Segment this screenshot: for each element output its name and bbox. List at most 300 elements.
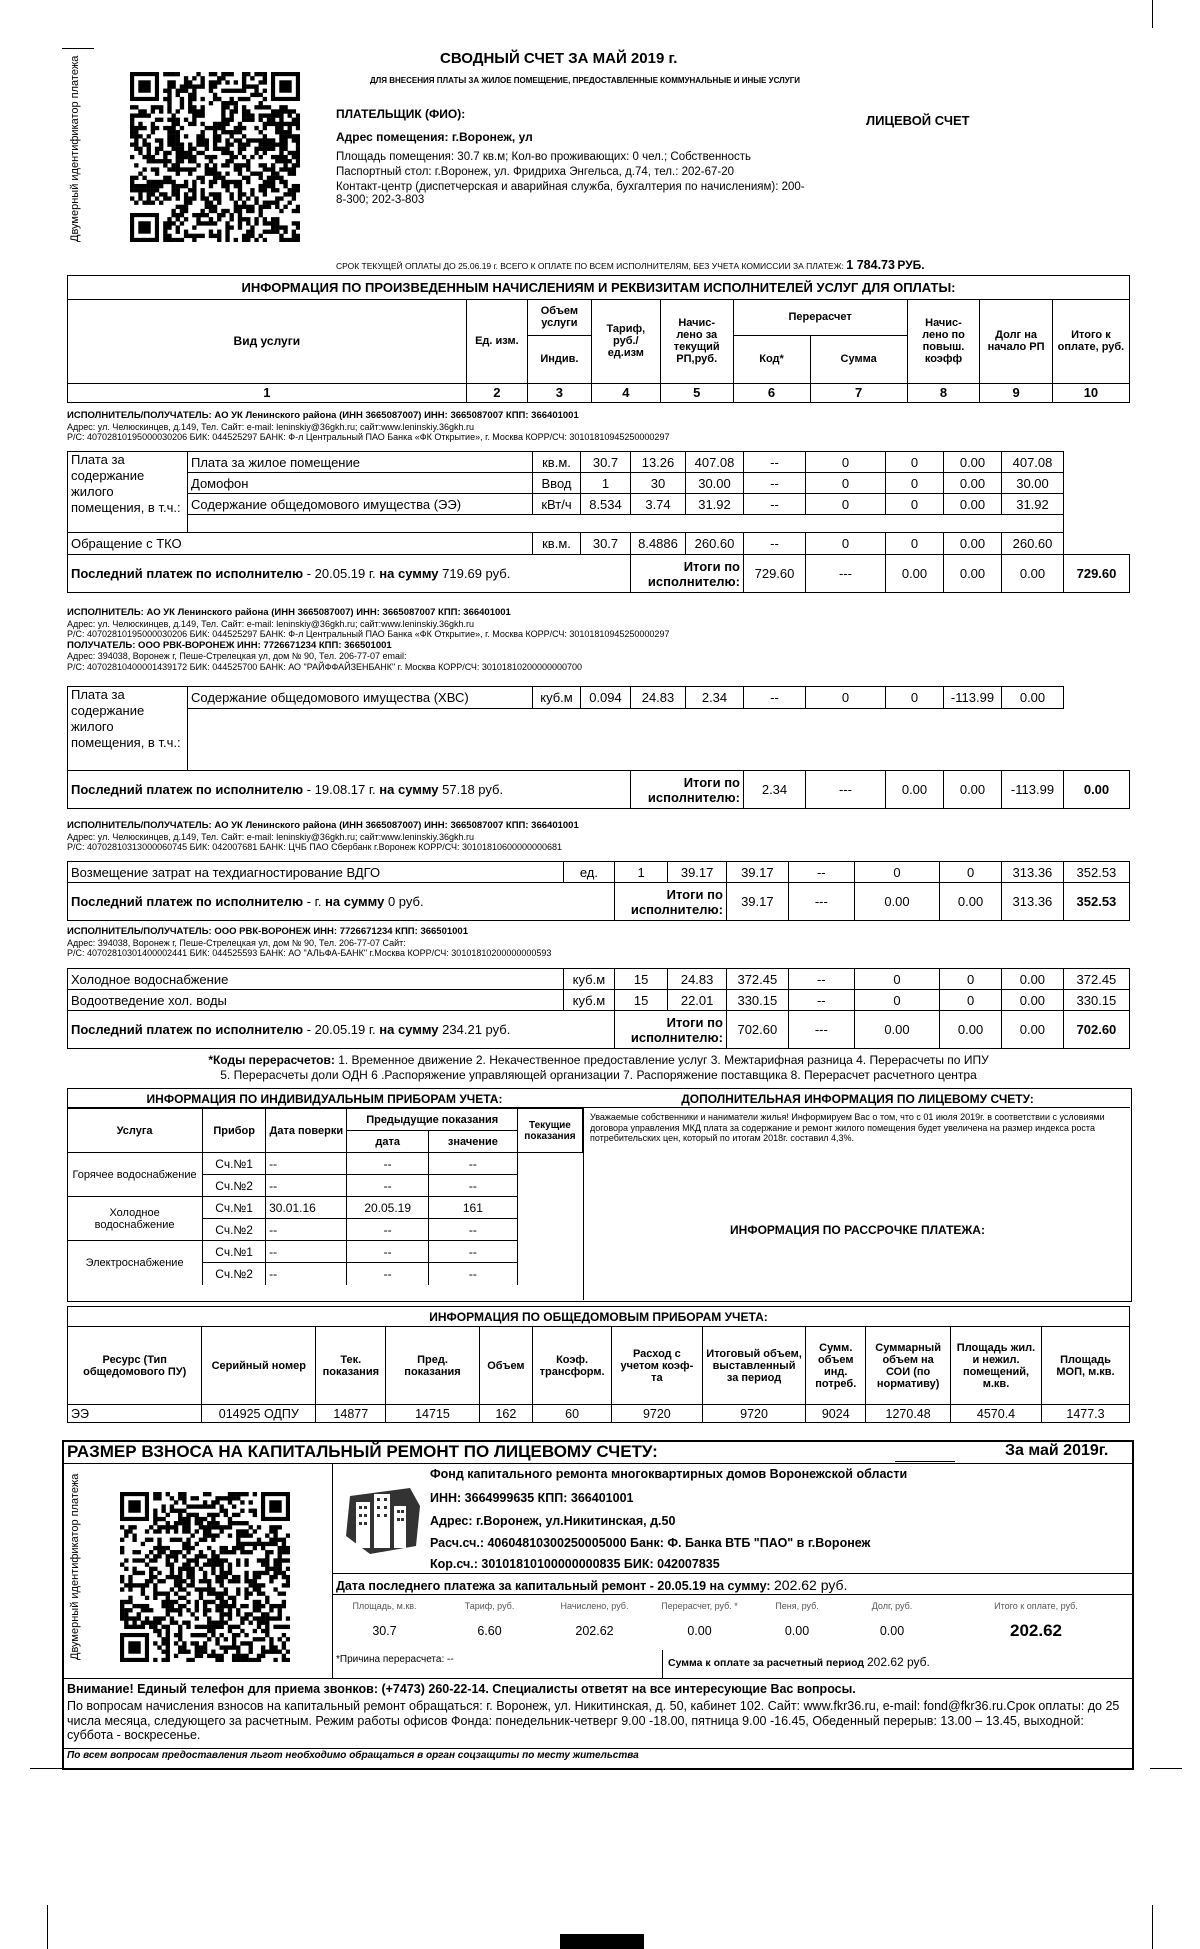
last-payment-label: Последний платеж по исполнителю xyxy=(71,894,304,909)
ipu-check-date: -- xyxy=(266,1153,347,1175)
volume: 30.7 xyxy=(581,452,631,473)
capital-title: РАЗМЕР ВЗНОСА НА КАПИТАЛЬНЫЙ РЕМОНТ ПО ЛИЦЕВОМУ СЧЕТУ: xyxy=(67,1442,658,1461)
recalc-code: --- xyxy=(788,883,854,921)
total: 0.00 xyxy=(1064,771,1130,809)
ipu-device: Сч.№1 xyxy=(203,1197,266,1219)
odpu-cell: 60 xyxy=(533,1405,612,1423)
divider xyxy=(62,1748,1132,1749)
crop-mark xyxy=(560,1934,644,1949)
divider xyxy=(332,1463,333,1678)
last-payment-date: - 19.08.17 г. xyxy=(303,782,380,797)
recalc-sum: 0.00 xyxy=(854,883,939,921)
increase: 0 xyxy=(886,687,944,709)
recalc-sum: 0 xyxy=(854,969,939,990)
last-payment-sum: 719.69 руб. xyxy=(438,566,511,581)
crop-mark xyxy=(1152,1905,1153,1949)
col-code: Код* xyxy=(733,335,810,383)
recalc-codes-label: *Коды перерасчетов: xyxy=(208,1053,335,1067)
last-payment-sum-label: на сумму xyxy=(379,566,439,581)
col-debt: Долг на начало РП xyxy=(980,299,1053,383)
ipu-service: Холодное водоснабжение xyxy=(67,1197,203,1241)
side-label: Двумерный идентификатор платежа xyxy=(69,55,81,242)
ipu-prev-value: -- xyxy=(428,1153,517,1175)
charged: 39.17 xyxy=(726,862,788,883)
capital-col: Пеня, руб. xyxy=(775,1601,819,1611)
col-volume: Объем услуги xyxy=(528,299,592,335)
footer-attention: Внимание! Единый телефон для приема звонков: (+7473) 260-22-14. Специалисты ответят на все интересующие Вас вопросы. xyxy=(67,1682,856,1696)
last-payment-sum-label: на сумму xyxy=(379,1022,439,1037)
recipient-name: ПОЛУЧАТЕЛЬ: ООО РВК-ВОРОНЕЖ ИНН: 7726671234 КПП: 366501001 xyxy=(67,639,392,651)
charged: 2.34 xyxy=(686,687,744,709)
executor-address: Адрес: ул. Челюскинцев, д.149, Тел. Сайт: e-mail: leninskiy@36gkh.ru; сайт:www.leninskiy.36gkh.ru xyxy=(67,421,474,432)
executor-address: Адрес: ул. Челюскинцев, д.149, Тел. Сайт: e-mail: leninskiy@36gkh.ru; сайт:www.leninskiy.36gkh.ru xyxy=(67,618,474,629)
service-name: Водоотведение хол. воды xyxy=(68,990,564,1011)
recalc-sum: 0 xyxy=(806,533,886,555)
recalc-sum: 0 xyxy=(806,687,886,709)
payer-label: ПЛАТЕЛЬЩИК (ФИО): xyxy=(336,107,466,121)
charges-table xyxy=(67,861,1130,921)
group-label: Плата за содержание жилого помещения, в т.ч.: xyxy=(68,687,188,771)
fund-account: Расч.сч.: 40604810300250005000 Банк: Ф. Банка ВТБ "ПАО" в г.Воронеж xyxy=(430,1536,871,1550)
ipu-prev-value: -- xyxy=(428,1241,517,1263)
increase: 0 xyxy=(940,969,1002,990)
odpu-col: Тек. показания xyxy=(316,1327,386,1405)
crop-mark xyxy=(62,48,94,49)
totals-label: Итоги по исполнителю: xyxy=(631,555,744,593)
tariff: 8.4886 xyxy=(631,533,686,555)
last-payment-sum-label: на сумму xyxy=(325,894,385,909)
debt: 0.00 xyxy=(1002,555,1064,593)
total: 352.53 xyxy=(1063,862,1129,883)
odpu-col: Пред. показания xyxy=(386,1327,479,1405)
col-service: Вид услуги xyxy=(68,299,467,383)
total: 30.00 xyxy=(1002,473,1064,494)
extra-title: ДОПОЛНИТЕЛЬНАЯ ИНФОРМАЦИЯ ПО ЛИЦЕВОМУ СЧЕТУ: xyxy=(681,1092,1034,1106)
charged: 407.08 xyxy=(686,452,744,473)
ipu-col-date: Дата поверки xyxy=(266,1109,347,1153)
odpu-col: Коэф. трансформ. xyxy=(533,1327,612,1405)
increase: 0 xyxy=(940,990,1002,1011)
debt: 0.00 xyxy=(1001,1011,1063,1049)
col-num: 10 xyxy=(1052,383,1129,402)
volume: 1 xyxy=(614,862,667,883)
debt: -113.99 xyxy=(1002,771,1064,809)
total: 729.60 xyxy=(1064,555,1130,593)
last-payment xyxy=(68,771,631,809)
debt: 313.36 xyxy=(1001,862,1063,883)
tariff: 39.17 xyxy=(668,862,727,883)
footer-benefits: По всем вопросам предоставления льгот необходимо обращаться в орган соцзащиты по месту жительства xyxy=(67,1750,639,1761)
recalc-codes-line1: 1. Временное движение 2. Некачественное предоставление услуг 3. Межтарифная разница 4. Перерасчеты по ИПУ xyxy=(334,1053,989,1067)
recalc-code: --- xyxy=(806,555,886,593)
total: 260.60 xyxy=(1002,533,1064,555)
last-payment xyxy=(68,555,631,593)
executor-name: ИСПОЛНИТЕЛЬ/ПОЛУЧАТЕЛЬ: АО УК Ленинского района (ИНН 3665087007) ИНН: 3665087007 КПП: 366401001 xyxy=(67,820,579,831)
ipu-service: Электроснабжение xyxy=(67,1241,203,1285)
executor-info xyxy=(67,926,1130,959)
fund-logo-icon xyxy=(340,1476,424,1560)
odpu-cell: 9024 xyxy=(806,1405,866,1423)
total: 352.53 xyxy=(1063,883,1129,921)
totals-label: Итоги по исполнителю: xyxy=(614,883,726,921)
last-payment-sum: 234.21 руб. xyxy=(438,1022,511,1037)
capital-table xyxy=(332,1594,1130,1644)
debt: 0.00 xyxy=(944,452,1002,473)
tariff: 24.83 xyxy=(668,969,727,990)
ipu-prev-value: -- xyxy=(428,1175,517,1197)
executor-bank: Р/С: 40702810301400002441 БИК: 044525593 БАНК: АО "АЛЬФА-БАНК" г.Москва КОРР/СЧ: 30101810200000000593 xyxy=(67,948,552,958)
col-total: Итого к оплате, руб. xyxy=(1052,299,1129,383)
executor-address: Адрес: ул. Челюскинцев, д.149, Тел. Сайт: e-mail: leninskiy@36gkh.ru; сайт:www.leninskiy.36gkh.ru xyxy=(67,831,474,842)
increase: 0.00 xyxy=(944,555,1002,593)
capital-last-payment xyxy=(336,1577,847,1593)
ipu-prev-date: -- xyxy=(347,1153,428,1175)
total: 330.15 xyxy=(1063,990,1129,1011)
capital-col: Долг, руб. xyxy=(871,1601,913,1611)
increase: 0 xyxy=(886,494,944,515)
last-payment-sum-label: на сумму xyxy=(379,782,439,797)
odpu-cell: 14715 xyxy=(386,1405,479,1423)
odpu-col: Площадь МОП, м.кв. xyxy=(1042,1327,1130,1405)
ipu-check-date: 30.01.16 xyxy=(266,1197,347,1219)
col-indiv: Индив. xyxy=(528,335,592,383)
recalc-sum: 0 xyxy=(806,452,886,473)
executor-name: ИСПОЛНИТЕЛЬ: АО УК Ленинского района (ИНН 3665087007) ИНН: 3665087007 КПП: 366401001 xyxy=(67,607,511,618)
recalc-codes xyxy=(67,1053,1130,1083)
charges-table xyxy=(67,686,1130,809)
executor-bank: Р/С: 40702810195000030206 БИК: 044525297 БАНК: Ф-л Центральный ПАО Банка «ФК Открытие», г. Москва КОРР/СЧ: 30101810945250000297 xyxy=(67,432,670,442)
last-payment-date: - 20.05.19 г. xyxy=(303,566,380,581)
last-payment-text: Дата последнего платежа за капитальный ремонт - 20.05.19 на сумму: xyxy=(336,1579,771,1593)
debt: 313.36 xyxy=(1001,883,1063,921)
recalc-sum: 0.00 xyxy=(886,771,944,809)
ipu-device: Сч.№1 xyxy=(203,1153,266,1175)
odpu-col: Площадь жил. и нежил. помещений, м.кв. xyxy=(951,1327,1042,1405)
total: 0.00 xyxy=(1002,687,1064,709)
col-tariff: Тариф, руб./ ед.изм xyxy=(591,299,660,383)
charges-table xyxy=(67,451,1130,593)
fund-name: Фонд капитального ремонта многоквартирных домов Воронежской области xyxy=(430,1467,908,1481)
group-label: Плата за содержание жилого помещения, в т.ч.: xyxy=(68,452,188,533)
charged: 372.45 xyxy=(726,969,788,990)
due-currency: РУБ. xyxy=(897,258,925,272)
charged: 31.92 xyxy=(686,494,744,515)
capital-col: Начислено, руб. xyxy=(560,1601,629,1611)
crop-mark xyxy=(47,1905,48,1949)
unit: куб.м xyxy=(533,687,581,709)
executor-address: Адрес: 394038, Воронеж г, Пеше-Стрелецкая ул, дом № 90, Тел. 206-77-07 Сайт: xyxy=(67,937,406,948)
col-num: 9 xyxy=(980,383,1053,402)
side-label: Двумерный идентификатор платежа xyxy=(69,1473,81,1660)
odpu-col: Итоговый объем, выставленный за период xyxy=(702,1327,805,1405)
unit: куб.м xyxy=(563,969,614,990)
ipu-col-device: Прибор xyxy=(203,1109,266,1153)
total: 407.08 xyxy=(1002,452,1064,473)
odpu-cell: ЭЭ xyxy=(68,1405,202,1423)
debt: 0.00 xyxy=(944,494,1002,515)
recalc-code: -- xyxy=(788,862,854,883)
ipu-check-date: -- xyxy=(266,1175,347,1197)
service-name: Плата за жилое помещение xyxy=(188,452,533,473)
totals-label: Итоги по исполнителю: xyxy=(631,771,744,809)
col-num: 2 xyxy=(466,383,527,402)
increase: 0.00 xyxy=(940,1011,1002,1049)
recalc-code: -- xyxy=(744,494,806,515)
capital-col: Тариф, руб. xyxy=(464,1601,515,1611)
volume: 8.534 xyxy=(581,494,631,515)
odpu-cell: 9720 xyxy=(611,1405,702,1423)
debt: 0.00 xyxy=(944,533,1002,555)
recalc-code: -- xyxy=(744,473,806,494)
bill-title: СВОДНЫЙ СЧЕТ ЗА МАЙ 2019 г. xyxy=(440,50,678,67)
unit: кв.м. xyxy=(533,533,581,555)
debt: 0.00 xyxy=(1001,969,1063,990)
ipu-prev-value: -- xyxy=(428,1263,517,1285)
due-text: СРОК ТЕКУЩЕЙ ОПЛАТЫ ДО 25.06.19 г. ВСЕГО К ОПЛАТЕ ПО ВСЕМ ИСПОЛНИТЕЛЯМ, БЕЗ УЧЕТА КОМИССИИ ЗА ПЛАТЕЖ: xyxy=(336,261,844,271)
charged: 2.34 xyxy=(744,771,806,809)
recalc-code: -- xyxy=(744,452,806,473)
col-num: 1 xyxy=(68,383,467,402)
col-num: 8 xyxy=(907,383,980,402)
crop-mark xyxy=(1150,1768,1182,1769)
tariff: 13.26 xyxy=(631,452,686,473)
divider xyxy=(583,1107,584,1300)
charged: 39.17 xyxy=(726,883,788,921)
capital-value: 30.7 xyxy=(372,1624,397,1638)
recalc-sum: 0.00 xyxy=(886,555,944,593)
capital-value: 202.62 xyxy=(575,1624,614,1638)
contact-line: Контакт-центр (диспетчерская и аварийная служба, бухгалтерия по начислениям): 200-8-300; 202-3-803 xyxy=(336,181,805,206)
odpu-cell: 162 xyxy=(479,1405,533,1423)
charges-title: ИНФОРМАЦИЯ ПО ПРОИЗВЕДЕННЫМ НАЧИСЛЕНИЯМ И РЕКВИЗИТАМ ИСПОЛНИТЕЛЕЙ УСЛУГ ДЛЯ ОПЛАТЫ: xyxy=(68,276,1130,300)
tariff: 24.83 xyxy=(631,687,686,709)
qr-code-icon xyxy=(130,72,300,242)
col-increase: Начис- лено по повыш. коэфф xyxy=(907,299,980,383)
col-num: 3 xyxy=(528,383,592,402)
executor-bank: Р/С: 40702810313000060745 БИК: 042007681 БАНК: ЦЧБ ПАО Сбербанк г.Воронеж КОРР/СЧ: 30101810600000000681 xyxy=(67,842,563,852)
executor-info xyxy=(67,607,1130,672)
ipu-check-date: -- xyxy=(266,1263,347,1285)
capital-col: Итого к оплате, руб. xyxy=(994,1601,1078,1611)
unit: куб.м xyxy=(563,990,614,1011)
increase: 0.00 xyxy=(944,771,1002,809)
capital-col: Перерасчет, руб. * xyxy=(661,1601,738,1611)
address-line: Адрес помещения: г.Воронеж, ул xyxy=(336,130,533,144)
service-name: Домофон xyxy=(188,473,533,494)
capital-value: 0.00 xyxy=(879,1624,905,1638)
extra-text: Уважаемые собственники и наниматели жилья! Информируем Вас о том, что с 01 июля 2019г. в соответствии с условиями договора управления МКД плата за содержание и ремонт жилого помещения будет увеличена на размер индекса роста потребительских цен, который по итогам 2018г. составил 4,3%. xyxy=(590,1112,1105,1143)
ipu-col-prev-value: значение xyxy=(428,1131,517,1153)
recalc-code: -- xyxy=(744,687,806,709)
recalc-sum: 0 xyxy=(806,473,886,494)
service-name: Содержание общедомового имущества (ХВС) xyxy=(188,687,533,709)
last-payment-label: Последний платеж по исполнителю xyxy=(71,782,304,797)
ipu-prev-date: -- xyxy=(347,1175,428,1197)
ipu-prev-date: -- xyxy=(347,1241,428,1263)
last-payment-sum: 202.62 руб. xyxy=(774,1577,848,1593)
last-payment-label: Последний платеж по исполнителю xyxy=(71,1022,304,1037)
last-payment-date: - г. xyxy=(303,894,326,909)
recalc-code: -- xyxy=(788,969,854,990)
ipu-prev-value: -- xyxy=(428,1219,517,1241)
unit: Ввод xyxy=(533,473,581,494)
ipu-device: Сч.№2 xyxy=(203,1175,266,1197)
recipient-bank: Р/С: 40702810400001439172 БИК: 044525700 БАНК: АО "РАЙФФАЙЗЕНБАНК" г. Москва КОРР/СЧ: 30101810200000000700 xyxy=(67,661,583,672)
unit: ед. xyxy=(563,862,614,883)
increase: 0 xyxy=(940,862,1002,883)
capital-reason: *Причина перерасчета: -- xyxy=(336,1654,454,1665)
tariff: 30 xyxy=(631,473,686,494)
increase: 0.00 xyxy=(940,883,1002,921)
installment-title: ИНФОРМАЦИЯ ПО РАССРОЧКЕ ПЛАТЕЖА: xyxy=(730,1223,985,1237)
ipu-device: Сч.№1 xyxy=(203,1241,266,1263)
area-line: Площадь помещения: 30.7 кв.м; Кол-во проживающих: 0 чел.; Собственность xyxy=(336,151,752,163)
ipu-prev-value: 161 xyxy=(428,1197,517,1219)
odpu-col: Расход с учетом коэф-та xyxy=(611,1327,702,1405)
ipu-col-prev-date: дата xyxy=(347,1131,428,1153)
volume: 0.094 xyxy=(581,687,631,709)
divider xyxy=(662,1650,663,1678)
charged: 30.00 xyxy=(686,473,744,494)
last-payment xyxy=(68,883,615,921)
capital-sum-label: Сумма к оплате за расчетный период xyxy=(668,1657,865,1669)
crop-mark xyxy=(1152,0,1153,28)
recalc-code: -- xyxy=(788,990,854,1011)
increase: 0 xyxy=(886,533,944,555)
ipu-col-prev: Предыдущие показания xyxy=(347,1109,517,1131)
due-amount: 1 784.73 xyxy=(846,258,895,272)
recalc-sum: 0 xyxy=(806,494,886,515)
odpu-col: Серийный номер xyxy=(202,1327,316,1405)
charges-table xyxy=(67,968,1130,1049)
executor-name: ИСПОЛНИТЕЛЬ/ПОЛУЧАТЕЛЬ: АО УК Ленинского района (ИНН 3665087007) ИНН: 3665087007 КПП: 366401001 xyxy=(67,410,579,421)
divider xyxy=(62,1678,1132,1679)
divider xyxy=(332,1594,1132,1595)
odpu-col: Ресурс (Тип общедомового ПУ) xyxy=(68,1327,202,1405)
ipu-table xyxy=(67,1108,583,1285)
last-payment-label: Последний платеж по исполнителю xyxy=(71,566,304,581)
recalc-code: --- xyxy=(806,771,886,809)
charged: 330.15 xyxy=(726,990,788,1011)
ipu-check-date: -- xyxy=(266,1241,347,1263)
col-recalc: Перерасчет xyxy=(733,299,907,335)
divider xyxy=(332,1573,1132,1574)
debt: 0.00 xyxy=(1001,990,1063,1011)
recalc-codes-line2: 5. Перерасчеты доли ОДН 6 .Распоряжение управляющей организации 7. Распоряжение поставщика 8. Перерасчет расчетного центра xyxy=(220,1068,977,1082)
executor-info xyxy=(67,820,1130,853)
col-num: 7 xyxy=(810,383,907,402)
odpu-title: ИНФОРМАЦИЯ ПО ОБЩЕДОМОВЫМ ПРИБОРАМ УЧЕТА: xyxy=(68,1307,1130,1327)
odpu-cell: 1477.3 xyxy=(1042,1405,1130,1423)
unit: кв.м. xyxy=(533,452,581,473)
service-name: Содержание общедомового имущества (ЭЭ) xyxy=(188,494,533,515)
footer-text: По вопросам начисления взносов на капитальный ремонт обращаться: г. Воронеж, ул. Никитинская, д. 50, кабинет 102. Сайт: www.fkr36.ru, e-mail: fond@fkr36.ru.Срок оплаты: до 25 числа месяца, следующего за расчетным. Режим работы офисов Фонда: понедельник-четверг 9.00 -18.00, пятница 9.00 -16.45, Обеденный перерыв: 13.00 – 13.45, выходной: суббота - воскресенье. xyxy=(67,1699,1120,1742)
volume: 30.7 xyxy=(581,533,631,555)
capital-total: 202.62 xyxy=(1010,1621,1062,1640)
recalc-sum: 0.00 xyxy=(854,1011,939,1049)
ipu-title: ИНФОРМАЦИЯ ПО ИНДИВИДУАЛЬНЫМ ПРИБОРАМ УЧЕТА: xyxy=(146,1092,503,1106)
divider xyxy=(62,1463,1132,1464)
capital-value: 0.00 xyxy=(687,1624,712,1638)
passport-line: Паспортный стол: г.Воронеж, ул. Фридриха Энгельса, д.74, тел.: 202-67-20 xyxy=(336,166,735,178)
debt: 0.00 xyxy=(944,473,1002,494)
executor-name: ИСПОЛНИТЕЛЬ/ПОЛУЧАТЕЛЬ: ООО РВК-ВОРОНЕЖ ИНН: 7726671234 КПП: 366501001 xyxy=(67,926,468,937)
ipu-device: Сч.№2 xyxy=(203,1263,266,1285)
recalc-code: -- xyxy=(744,533,806,555)
charges-header-table xyxy=(67,275,1130,403)
capital-col: Площадь, м.кв. xyxy=(352,1601,417,1611)
odpu-cell: 4570.4 xyxy=(951,1405,1042,1423)
service-name: Возмещение затрат на техдиагностирование ВДГО xyxy=(68,862,564,883)
recalc-sum: 0 xyxy=(854,862,939,883)
ipu-device: Сч.№2 xyxy=(203,1219,266,1241)
service-name: Обращение с ТКО xyxy=(68,533,533,555)
col-num: 4 xyxy=(591,383,660,402)
ipu-check-date: -- xyxy=(266,1219,347,1241)
bill-subtitle: ДЛЯ ВНЕСЕНИЯ ПЛАТЫ ЗА ЖИЛОЕ ПОМЕЩЕНИЕ, ПРЕДОСТАВЛЕННЫЕ КОММУНАЛЬНЫЕ И ИНЫЕ УСЛУГИ xyxy=(369,76,801,85)
odpu-col: Объем xyxy=(479,1327,533,1405)
capital-sum-value: 202.62 руб. xyxy=(866,1655,930,1669)
capital-period: За май 2019г. xyxy=(1005,1442,1109,1459)
totals-label: Итоги по исполнителю: xyxy=(614,1011,726,1049)
service-name: Холодное водоснабжение xyxy=(68,969,564,990)
ipu-prev-date: -- xyxy=(347,1219,428,1241)
last-payment-date: - 20.05.19 г. xyxy=(303,1022,380,1037)
fund-corr: Кор.сч.: 30101810100000000835 БИК: 042007835 xyxy=(430,1557,720,1571)
col-charged: Начис- лено за текущий РП,руб. xyxy=(660,299,733,383)
last-payment-sum: 0 руб. xyxy=(384,894,424,909)
recalc-code: --- xyxy=(788,1011,854,1049)
charged: 729.60 xyxy=(744,555,806,593)
odpu-cell: 014925 ОДПУ xyxy=(202,1405,316,1423)
odpu-cell: 1270.48 xyxy=(866,1405,951,1423)
last-payment-sum: 57.18 руб. xyxy=(438,782,504,797)
tariff: 3.74 xyxy=(631,494,686,515)
odpu-col: Сумм. объем инд. потреб. xyxy=(806,1327,866,1405)
total: 702.60 xyxy=(1063,1011,1129,1049)
total: 31.92 xyxy=(1002,494,1064,515)
debt: -113.99 xyxy=(944,687,1002,709)
unit: кВт/ч xyxy=(533,494,581,515)
total: 372.45 xyxy=(1063,969,1129,990)
fund-address: Адрес: г.Воронеж, ул.Никитинская, д.50 xyxy=(430,1514,676,1528)
increase: 0 xyxy=(886,473,944,494)
crop-mark xyxy=(30,1768,62,1769)
increase: 0 xyxy=(886,452,944,473)
qr-code-icon xyxy=(120,1492,290,1662)
odpu-cell: 14877 xyxy=(316,1405,386,1423)
executor-info xyxy=(67,410,1130,443)
charged: 702.60 xyxy=(726,1011,788,1049)
odpu-cell: 9720 xyxy=(702,1405,805,1423)
col-sum: Сумма xyxy=(810,335,907,383)
last-payment xyxy=(68,1011,615,1049)
account-label: ЛИЦЕВОЙ СЧЕТ xyxy=(866,113,970,128)
volume: 15 xyxy=(614,969,667,990)
ipu-col-service: Услуга xyxy=(67,1109,203,1153)
recipient-address: Адрес: 394038, Воронеж г, Пеше-Стрелецкая ул, дом № 90, Тел. 206-77-07 email: xyxy=(67,651,407,661)
col-unit: Ед. изм. xyxy=(466,299,527,383)
volume: 1 xyxy=(581,473,631,494)
capital-value: 6.60 xyxy=(477,1624,502,1638)
col-num: 5 xyxy=(660,383,733,402)
volume: 15 xyxy=(614,990,667,1011)
capital-sum xyxy=(668,1655,930,1669)
executor-bank: Р/С: 40702810195000030206 БИК: 044525297 БАНК: Ф-л Центральный ПАО Банка «ФК Открытие», г. Москва КОРР/СЧ: 30101810945250000297 xyxy=(67,629,670,639)
due-line xyxy=(336,258,925,272)
odpu-col: Суммарный объем на СОИ (по нормативу) xyxy=(866,1327,951,1405)
charged: 260.60 xyxy=(686,533,744,555)
